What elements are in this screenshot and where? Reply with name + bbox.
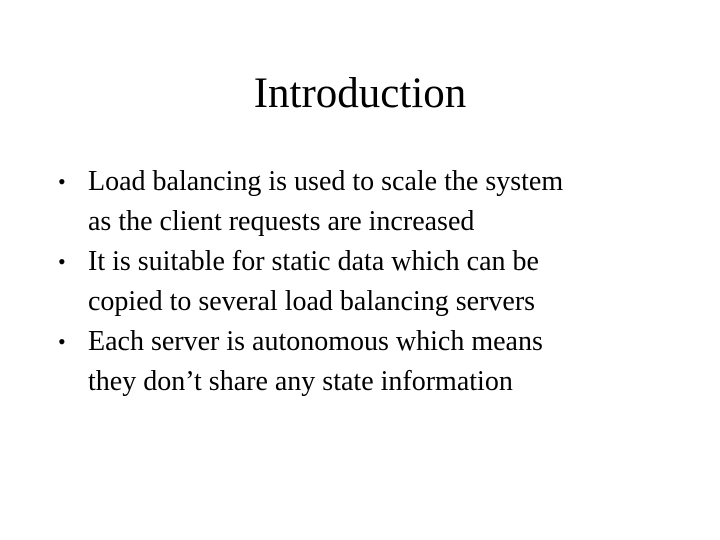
bullet-text-line-2: they don’t share any state information: [88, 366, 513, 397]
bullet-text-line-1: It is suitable for static data which can be: [88, 246, 539, 277]
bullet-text-line-2: as the client requests are increased: [88, 206, 475, 237]
bullet-marker: •: [58, 169, 66, 194]
bullet-text-line-1: Each server is autonomous which means: [88, 326, 543, 357]
bullet-marker: •: [58, 329, 66, 354]
bullet-list: [58, 162, 658, 402]
bullet-item: [58, 162, 658, 242]
bullet-marker: •: [58, 249, 66, 274]
bullet-item: [58, 322, 658, 402]
slide-title: Introduction: [253, 70, 467, 117]
bullet-item: [58, 242, 658, 322]
bullet-text-line-2: copied to several load balancing servers: [88, 286, 536, 317]
bullet-text-line-1: Load balancing is used to scale the system: [88, 166, 564, 197]
